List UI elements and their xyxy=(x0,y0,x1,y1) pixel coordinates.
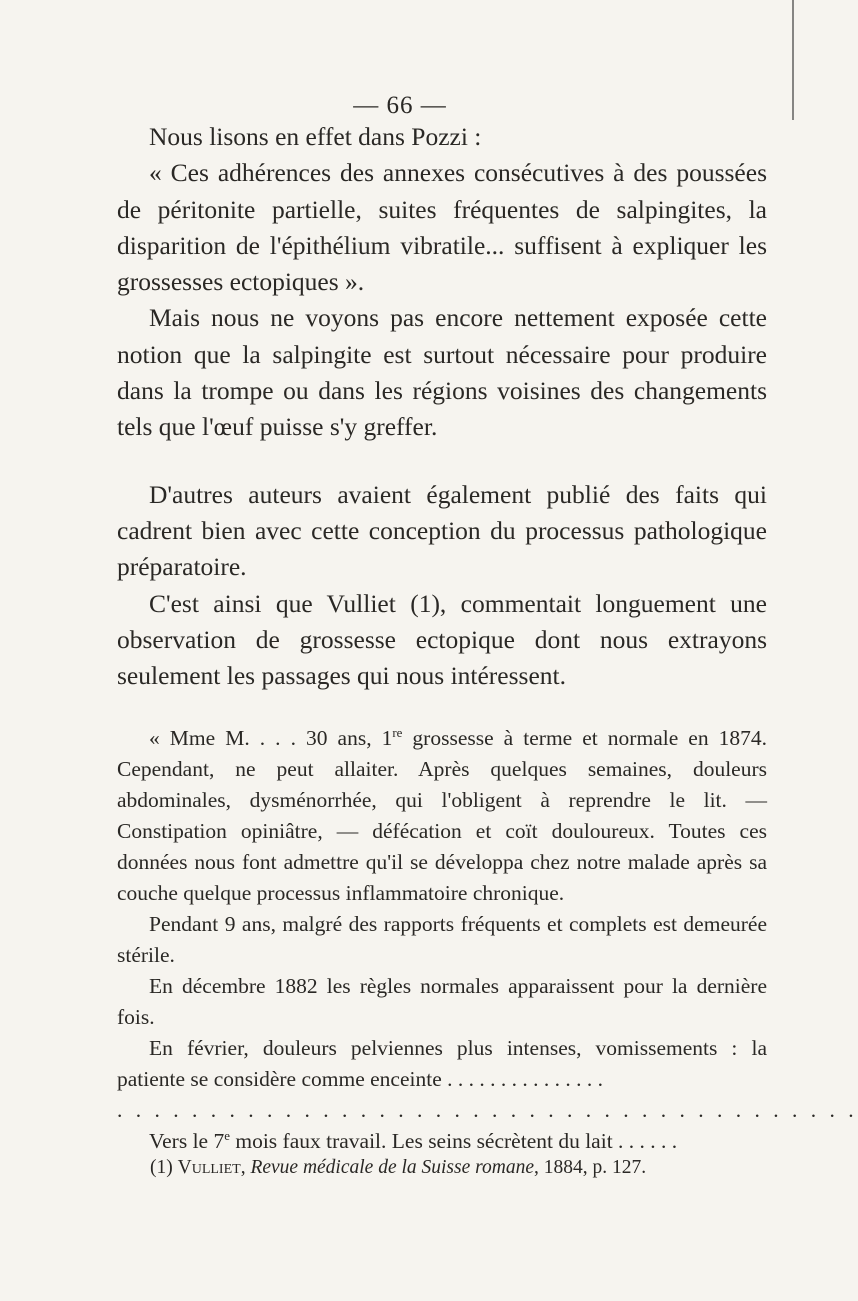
main-text xyxy=(117,119,767,694)
paragraph-intro: Nous lisons en effet dans Pozzi : xyxy=(149,122,482,151)
paragraph-salpingite: Mais nous ne voyons pas encore nettement exposée cette notion que la salpingite est surtout nécessaire pour produire dans la trompe ou dans les régions voisines des changements tels que l'œuf puisse s'y greffer. xyxy=(117,303,767,442)
quote-paragraph-1: « Mme M. . . . 30 ans, 1re grossesse à terme et normale en 1874. Cependant, ne peut allaiter. Après quelques semaines, douleurs abdominales, dysménorrhée, qui l'obligent à reprendre le lit. — Constipation opiniâtre, — défécation et coït douloureux. Toutes ces données nous font admettre qu'il se développa chez notre malade après sa couche quelque processus inflammatoire chronique. xyxy=(117,725,767,905)
page-number: — 66 — xyxy=(353,92,447,119)
quote-paragraph-5: Vers le 7e mois faux travail. Les seins sécrètent du lait . . . . . . xyxy=(149,1128,678,1153)
paragraph-autres-auteurs: D'autres auteurs avaient également publié des faits qui cadrent bien avec cette conception du processus pathologique préparatoire. xyxy=(117,479,767,582)
quote-paragraph-4: En février, douleurs pelviennes plus intenses, vomissements : la patiente se considère comme enceinte . . . . . . . . . . . . . . . xyxy=(117,1036,767,1091)
paragraph-vulliet: C'est ainsi que Vulliet (1), commentait longuement une observation de grossesse ectopique dont nous extrayons seulement les passages qui nous intéressent. xyxy=(117,588,767,691)
observation-quote xyxy=(117,723,858,1157)
footnote-author: Vulliet xyxy=(177,1157,241,1178)
quote-paragraph-3: En décembre 1882 les règles normales apparaissent pour la dernière fois. xyxy=(117,974,767,1029)
paragraph-pozzi-quote: « Ces adhérences des annexes consécutives à des poussées de péritonite partielle, suites fréquentes de salpingites, la disparition de l'épithélium vibratile... suffisent à expliquer les grossesses ectopiques ». xyxy=(117,158,767,297)
quote-paragraph-2: Pendant 9 ans, malgré des rapports fréquents et complets est demeurée stérile. xyxy=(117,912,767,967)
footnote-journal: Revue médicale de la Suisse romane xyxy=(250,1157,534,1178)
footnote: (1) Vulliet, Revue médicale de la Suisse romane, 1884, p. 127. xyxy=(150,1157,647,1178)
quote-dots-line: . . . . . . . . . . . . . . . . . . . . . . . . . . . . . . . . . . . . . . . . xyxy=(117,1098,858,1122)
